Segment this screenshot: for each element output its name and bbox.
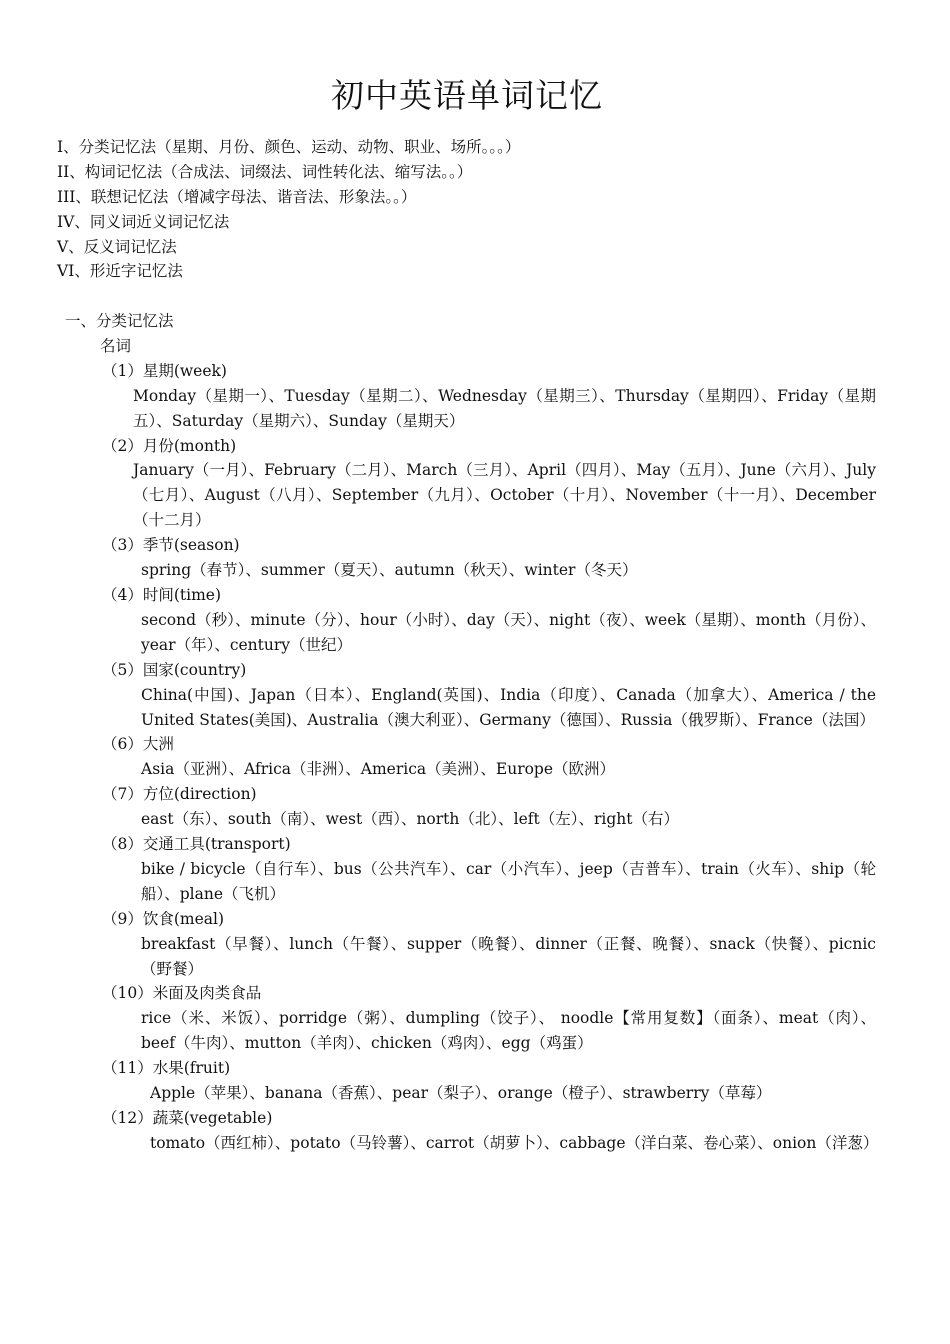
section-heading: 一、分类记忆法 — [65, 312, 174, 330]
section-subheading: 名词 — [100, 336, 132, 355]
method-list — [57, 135, 897, 284]
section-content — [57, 309, 887, 1156]
category-heading-transport: （8）交通工具(transport) — [102, 835, 291, 854]
page-title: 初中英语单词记忆 — [331, 76, 603, 115]
method-item: VI、形近字记忆法 — [57, 262, 183, 281]
category-heading-vegetable: （12）蔬菜(vegetable) — [102, 1109, 273, 1127]
method-item: V、反义词记忆法 — [57, 237, 177, 256]
category-text-week: Monday（星期一）、Tuesday（星期二）、Wednesday（星期三）、Thursday（星期四）、Friday（星期五）、Saturday（星期六）、Sunday（星期天） — [133, 386, 876, 430]
category-text-fruit: Apple（苹果）、banana（香蕉）、pear（梨子）、orange（橙子）、strawberry（草莓） — [150, 1084, 772, 1103]
category-heading-month: （2）月份(month) — [102, 436, 237, 455]
category-text-vegetable: tomato（西红柿）、potato（马铃薯）、carrot（胡萝卜）、cabbage（洋白菜、卷心菜）、onion（洋葱） — [150, 1133, 879, 1152]
category-text-season: spring（春节）、summer（夏天）、autumn（秋天）、winter（冬天） — [141, 561, 638, 580]
method-item: III、联想记忆法（增减字母法、谐音法、形象法。。） — [57, 187, 417, 206]
method-item: II、构词记忆法（合成法、词缀法、词性转化法、缩写法。。） — [57, 162, 473, 181]
method-item: IV、同义词近义词记忆法 — [57, 212, 230, 231]
category-heading-meal: （9）饮食(meal) — [102, 909, 225, 928]
category-heading-fruit: （11）水果(fruit) — [102, 1059, 231, 1078]
category-heading-food: （10）米面及肉类食品 — [102, 984, 262, 1003]
category-text-direction: east（东）、south（南）、west（西）、north（北）、left（左）、right（右） — [141, 810, 679, 829]
method-item: I、分类记忆法（星期、月份、颜色、运动、动物、职业、场所。。。） — [57, 138, 521, 156]
category-heading-direction: （7）方位(direction) — [102, 785, 257, 804]
category-heading-continent: （6）大洲 — [102, 735, 174, 754]
category-heading-country: （5）国家(country) — [102, 660, 247, 679]
category-text-food: rice（米、米饭）、porridge（粥）、dumpling（饺子）、 noodle【常用复数】（面条）、meat（肉）、beef（牛肉）、mutton（羊肉）、chicken（鸡肉）、egg（鸡蛋） — [141, 1009, 876, 1053]
category-heading-time: （4）时间(time) — [102, 585, 222, 604]
category-text-meal: breakfast（早餐）、lunch（午餐）、supper（晚餐）、dinner（正餐、晚餐）、snack（快餐）、picnic（野餐） — [141, 934, 876, 978]
category-heading-week: （1）星期(week) — [102, 361, 227, 380]
category-text-time: second（秒）、minute（分）、hour（小时）、day（天）、night（夜）、week（星期）、month（月份）、year（年）、century（世纪） — [141, 610, 876, 654]
category-text-month: January（一月）、February（二月）、March（三月）、April（四月）、May（五月）、June（六月）、July（七月）、August（八月）、September（九月）、October（十月）、November（十一月）、December（十二月） — [133, 461, 876, 530]
category-text-transport: bike / bicycle（自行车）、bus（公共汽车）、car（小汽车）、jeep（吉普车）、train（火车）、ship（轮船）、plane（飞机） — [141, 859, 876, 903]
category-text-continent: Asia（亚洲）、Africa（非洲）、America（美洲）、Europe（欧洲） — [141, 760, 616, 779]
category-text-country: China(中国)、Japan（日本）、England(英国)、India（印度）、Canada（加拿大）、America / the United States(美国)、Australia（澳大利亚）、Germany（德国）、Russia（俄罗斯）、France（法国） — [141, 685, 876, 729]
category-heading-season: （3）季节(season) — [102, 536, 240, 555]
